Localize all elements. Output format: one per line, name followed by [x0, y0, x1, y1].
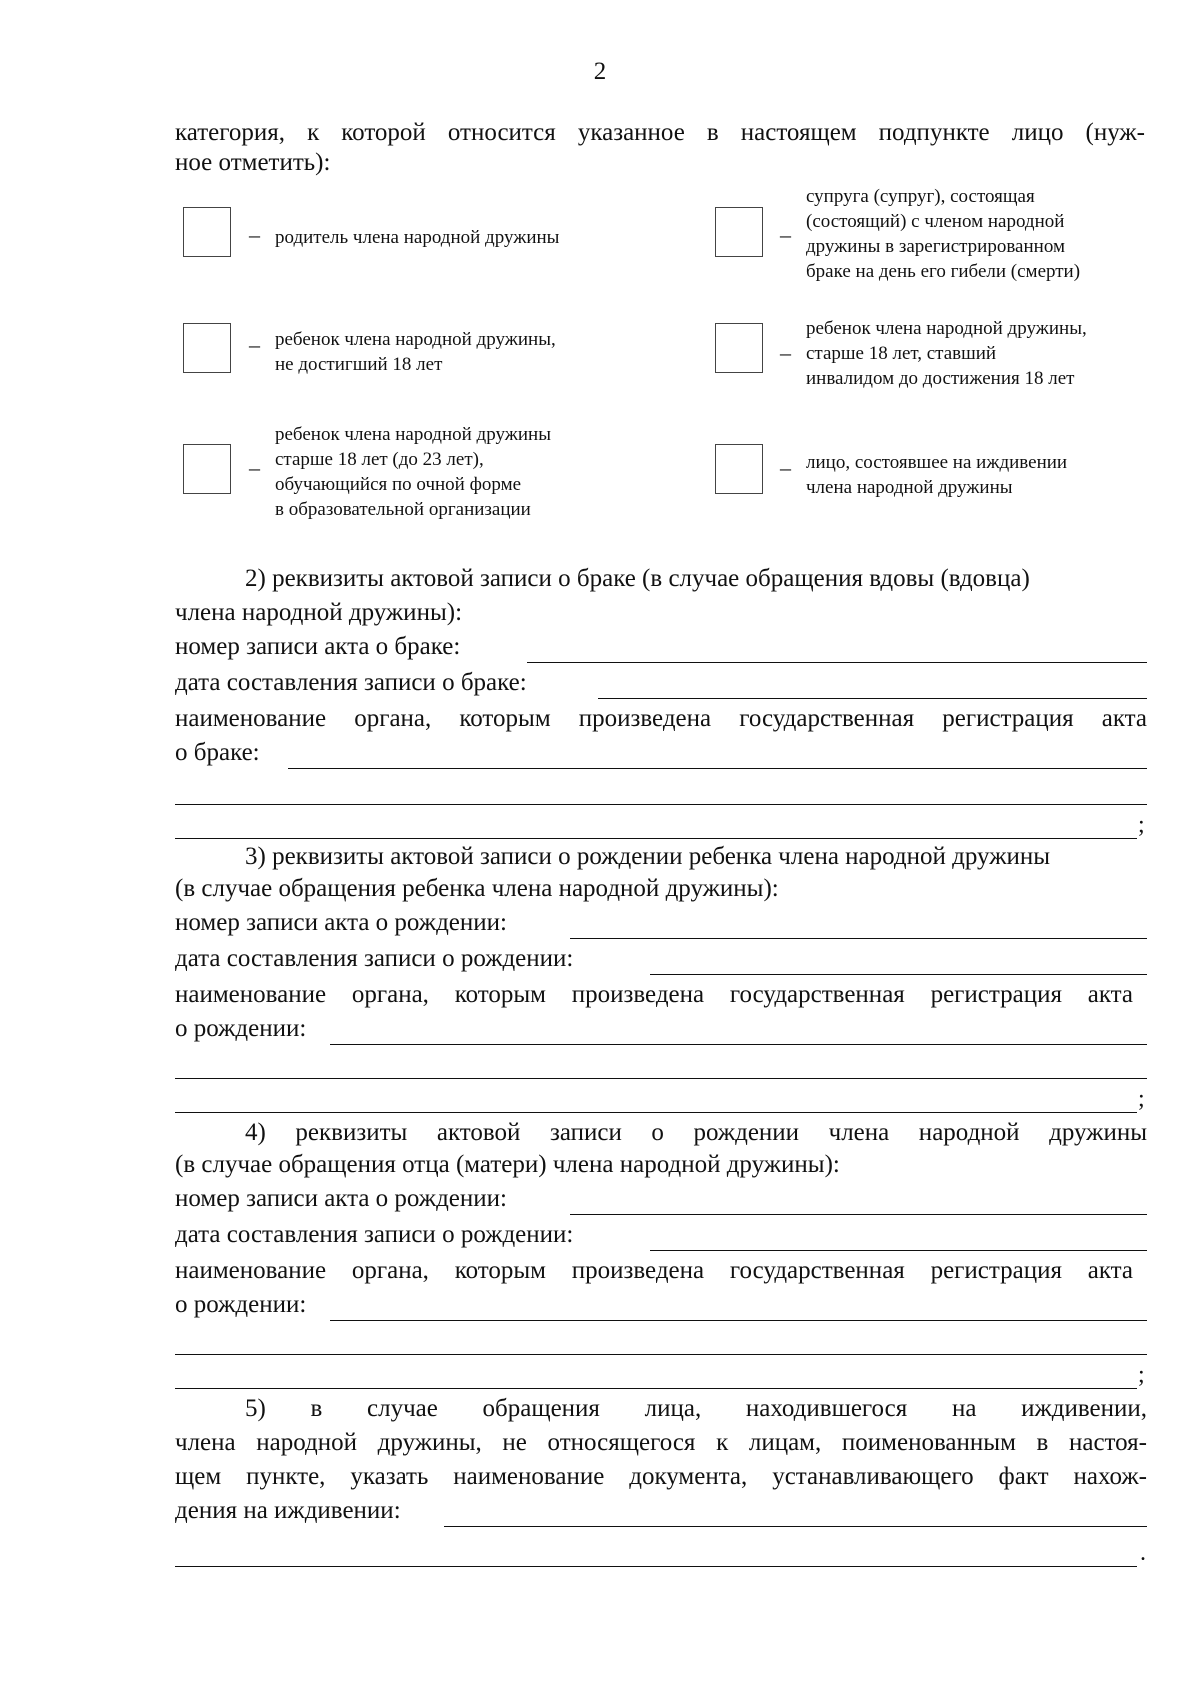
sec4-field-label: наименование органа, которым произведена государственная регистрация акта	[175, 1257, 1133, 1284]
sec4-heading: 4) реквизиты актовой записи о рождении члена народной дружины	[245, 1119, 1147, 1146]
checkbox-parent[interactable]	[183, 207, 231, 257]
child-birth-record-number-field[interactable]	[570, 938, 1147, 939]
option-text: ребенок члена народной дружины,	[275, 329, 556, 350]
sec4-field-label: номер записи акта о рождении:	[175, 1185, 507, 1212]
option-dash: –	[249, 332, 260, 357]
option-text: браке на день его гибели (смерти)	[806, 261, 1081, 282]
marriage-registry-office-field-line-2[interactable]	[175, 804, 1147, 805]
member-birth-registry-office-field-line-3[interactable]	[175, 1388, 1137, 1389]
intro-line-1: категория, к которой относится указанное в настоящем подпункте лицо (нуж-	[175, 119, 1145, 146]
period: .	[1140, 1540, 1146, 1566]
member-birth-record-date-field[interactable]	[650, 1250, 1147, 1251]
semicolon: ;	[1138, 1362, 1145, 1388]
sec4-field-label: дата составления записи о рождении:	[175, 1221, 574, 1248]
checkbox-spouse[interactable]	[715, 207, 763, 257]
sec4-field-label: о рождении:	[175, 1291, 307, 1318]
checkbox-child-student[interactable]	[183, 444, 231, 494]
option-child-student-label	[275, 422, 551, 522]
option-child-under-18-label	[275, 327, 556, 377]
sec2-field-label: о браке:	[175, 739, 260, 766]
option-text: ребенок члена народной дружины,	[806, 318, 1087, 339]
dependency-document-field-line-2[interactable]	[175, 1566, 1137, 1567]
member-birth-registry-office-field-line-2[interactable]	[175, 1354, 1147, 1355]
semicolon: ;	[1138, 812, 1145, 838]
sec5-heading-cont: члена народной дружины, не относящегося к лицам, поименованным в настоя-	[175, 1429, 1147, 1456]
option-text: обучающийся по очной форме	[275, 474, 522, 495]
dependency-document-field[interactable]	[444, 1526, 1147, 1527]
option-dash: –	[780, 340, 791, 365]
sec3-field-label: дата составления записи о рождении:	[175, 945, 574, 972]
option-text: (состоящий) с членом народной	[806, 211, 1065, 232]
option-text: лицо, состоявшее на иждивении	[806, 452, 1068, 473]
option-child-disabled-label	[806, 316, 1087, 391]
option-dash: –	[249, 455, 260, 480]
child-birth-registry-office-field[interactable]	[330, 1044, 1147, 1045]
option-text: в образовательной организации	[275, 499, 531, 520]
marriage-record-number-field[interactable]	[527, 662, 1147, 663]
option-dash: –	[780, 455, 791, 480]
sec2-heading: 2) реквизиты актовой записи о браке (в случае обращения вдовы (вдовца)	[245, 565, 1030, 592]
option-text: старше 18 лет, ставший	[806, 343, 997, 364]
sec4-heading-cont: (в случае обращения отца (матери) члена народной дружины):	[175, 1151, 840, 1178]
marriage-registry-office-field[interactable]	[288, 768, 1147, 769]
sec3-field-label: о рождении:	[175, 1015, 307, 1042]
checkbox-child-under-18[interactable]	[183, 323, 231, 373]
semicolon: ;	[1138, 1086, 1145, 1112]
intro-line-2: ное отметить):	[175, 149, 331, 176]
child-birth-registry-office-field-line-2[interactable]	[175, 1078, 1147, 1079]
member-birth-registry-office-field[interactable]	[330, 1320, 1147, 1321]
checkbox-dependent[interactable]	[715, 444, 763, 494]
sec2-field-label: наименование органа, которым произведена государственная регистрация акта	[175, 705, 1147, 732]
member-birth-record-number-field[interactable]	[570, 1214, 1147, 1215]
sec5-heading-cont: дения на иждивении:	[175, 1497, 401, 1524]
sec5-heading: 5) в случае обращения лица, находившегося на иждивении,	[245, 1395, 1147, 1422]
sec3-field-label: наименование органа, которым произведена государственная регистрация акта	[175, 981, 1133, 1008]
option-text: члена народной дружины	[806, 477, 1013, 498]
sec3-field-label: номер записи акта о рождении:	[175, 909, 507, 936]
option-text: старше 18 лет (до 23 лет),	[275, 449, 484, 470]
sec2-field-label: номер записи акта о браке:	[175, 633, 461, 660]
option-text: не достигший 18 лет	[275, 354, 443, 375]
marriage-record-date-field[interactable]	[598, 698, 1147, 699]
marriage-registry-office-field-line-3[interactable]	[175, 838, 1137, 839]
child-birth-registry-office-field-line-3[interactable]	[175, 1112, 1137, 1113]
option-spouse-label	[806, 184, 1080, 284]
option-text: родитель члена народной дружины	[275, 227, 560, 248]
option-dash: –	[780, 222, 791, 247]
sec5-heading-cont: щем пункте, указать наименование документа, устанавливающего факт нахож-	[175, 1463, 1147, 1490]
option-dash: –	[249, 222, 260, 247]
option-text: инвалидом до достижения 18 лет	[806, 368, 1075, 389]
sec2-field-label: дата составления записи о браке:	[175, 669, 527, 696]
checkbox-child-disabled[interactable]	[715, 323, 763, 373]
page-number: 2	[593, 58, 607, 85]
sec3-heading: 3) реквизиты актовой записи о рождении ребенка члена народной дружины	[245, 843, 1051, 870]
option-text: ребенок члена народной дружины	[275, 424, 551, 445]
option-text: дружины в зарегистрированном	[806, 236, 1065, 257]
sec2-heading-cont: члена народной дружины):	[175, 599, 463, 626]
option-dependent-label	[806, 450, 1067, 500]
child-birth-record-date-field[interactable]	[650, 974, 1147, 975]
sec3-heading-cont: (в случае обращения ребенка члена народной дружины):	[175, 875, 779, 902]
option-parent-label	[275, 225, 559, 250]
option-text: супруга (супруг), состоящая	[806, 186, 1035, 207]
